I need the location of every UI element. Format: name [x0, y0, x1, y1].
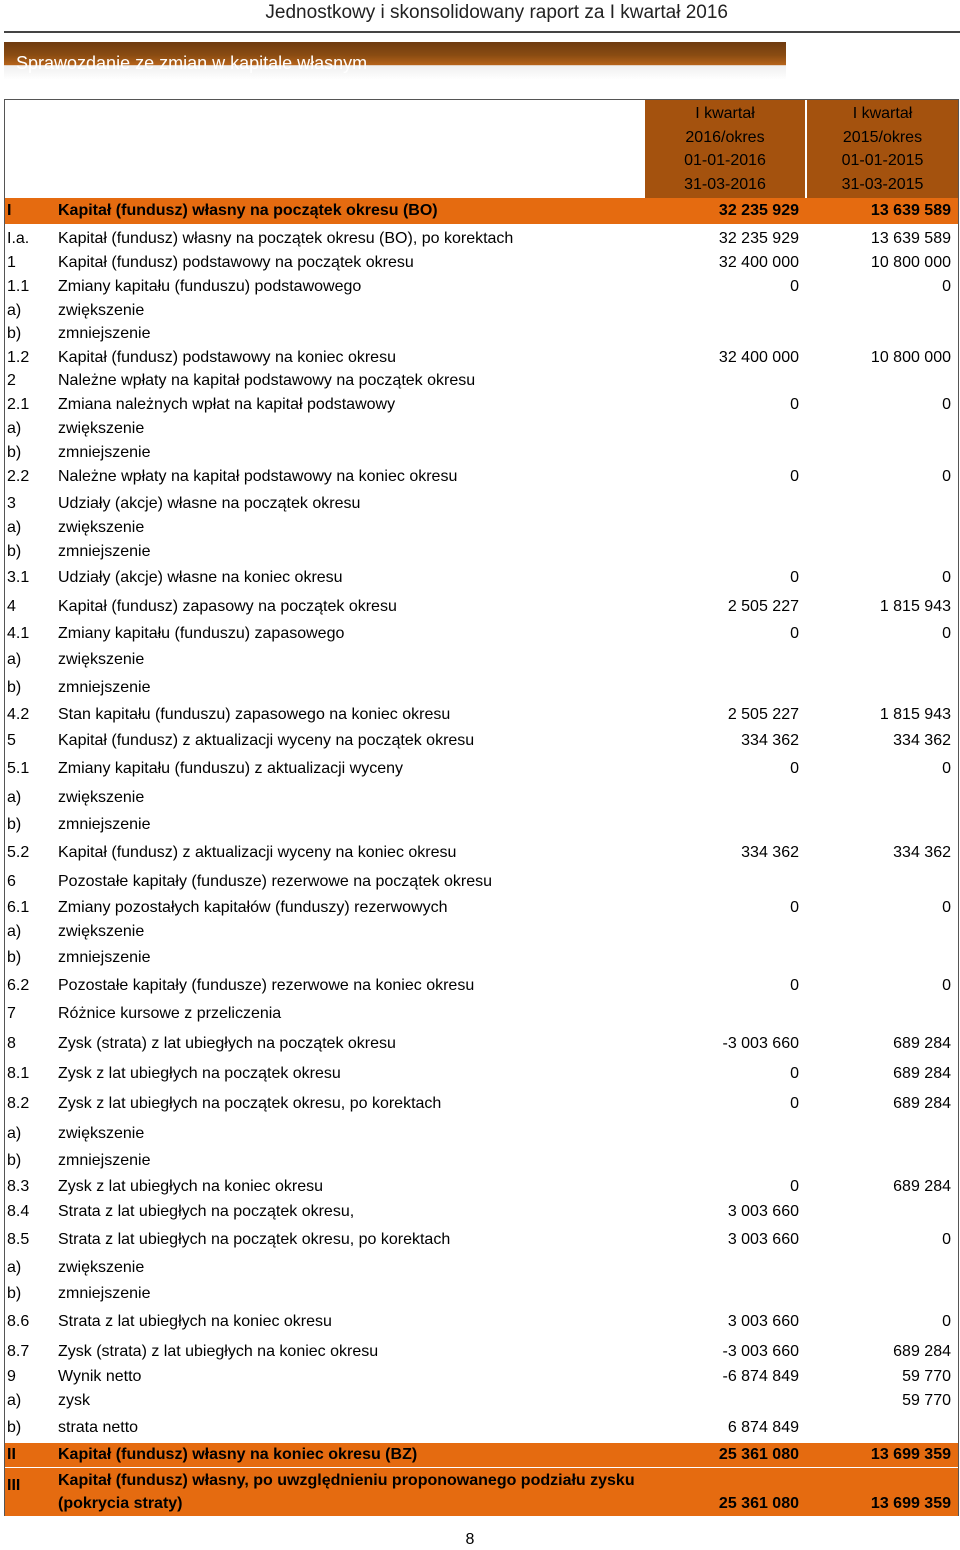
row-label: zwiększenie	[58, 651, 145, 668]
row-number: 6	[7, 873, 16, 890]
value-2016: 3 003 660	[727, 1231, 799, 1248]
row-number: 3.1	[7, 569, 30, 586]
row-number: 5.1	[7, 760, 30, 777]
row-number: b)	[7, 1285, 22, 1302]
value-2015: 0	[942, 278, 951, 295]
table-row	[5, 1365, 958, 1389]
table-row	[5, 621, 958, 647]
table-row	[5, 785, 958, 811]
value-2015: 689 284	[893, 1035, 951, 1052]
table-row	[5, 393, 958, 417]
value-2016: 0	[790, 977, 799, 994]
value-2015: 334 362	[893, 844, 951, 861]
row-label: Kapitał (fundusz) podstawowy na koniec okresu	[58, 349, 396, 366]
row-number: a)	[7, 923, 22, 940]
row-number: a)	[7, 302, 22, 319]
table-row	[5, 920, 958, 944]
value-2016: 32 235 929	[718, 202, 799, 219]
row-label: Należne wpłaty na kapitał podstawowy na koniec okresu	[58, 468, 458, 485]
value-2015: 13 699 359	[870, 1446, 951, 1463]
value-2015: 0	[942, 760, 951, 777]
row-number: 1.2	[7, 349, 30, 366]
row-label: Zmiany pozostałych kapitałów (funduszy) rezerwowych	[58, 899, 448, 916]
row-label: zwiększenie	[58, 923, 145, 940]
column-header-line: 2016/okres	[685, 128, 765, 146]
value-2016: -6 874 849	[722, 1368, 799, 1385]
value-2016: 0	[790, 278, 799, 295]
row-label: Zysk z lat ubiegłych na początek okresu	[58, 1065, 341, 1082]
row-label: Stan kapitału (funduszu) zapasowego na koniec okresu	[58, 706, 451, 723]
row-number: 7	[7, 1005, 16, 1022]
row-label: zwiększenie	[58, 1125, 145, 1142]
table-row	[5, 972, 958, 1000]
value-2015: 0	[942, 1313, 951, 1330]
row-number: a)	[7, 1125, 22, 1142]
value-2015: 0	[942, 1231, 951, 1248]
row-label: zmniejszenie	[58, 543, 151, 560]
row-number: b)	[7, 816, 22, 833]
value-2015: 13 699 359	[870, 1495, 951, 1512]
column-header-line: 01-01-2015	[841, 152, 924, 169]
table-row	[5, 1281, 958, 1307]
row-label: zmniejszenie	[58, 1285, 151, 1302]
table-row	[5, 441, 958, 465]
value-2015: 0	[942, 899, 951, 916]
table-row	[5, 674, 958, 702]
table-row	[5, 1338, 958, 1366]
row-label: Różnice kursowe z przeliczenia	[58, 1005, 282, 1022]
row-label: zwiększenie	[58, 302, 145, 319]
row-label: Strata z lat ubiegłych na początek okresu, po korektach	[58, 1231, 451, 1248]
row-label: Kapitał (fundusz) własny na koniec okresu (BZ)	[58, 1446, 418, 1463]
table-row	[5, 1059, 958, 1089]
row-number: b)	[7, 325, 22, 342]
table-row	[5, 1255, 958, 1281]
equity-changes-table	[4, 99, 959, 1516]
row-number: 8.1	[7, 1065, 30, 1082]
row-label: zmniejszenie	[58, 1152, 151, 1169]
table-row	[5, 1443, 958, 1467]
table-row	[5, 464, 958, 490]
value-2015: 10 800 000	[870, 254, 951, 271]
table-row	[5, 728, 958, 754]
page-number: 8	[465, 1531, 475, 1548]
row-label: Zysk (strata) z lat ubiegłych na początek okresu	[58, 1035, 396, 1052]
row-number: 2	[7, 372, 16, 389]
row-number: a)	[7, 519, 22, 536]
row-number: b)	[7, 444, 22, 461]
row-label: Kapitał (fundusz) z aktualizacji wyceny na początek okresu	[58, 732, 475, 749]
column-header-line: 31-03-2015	[841, 175, 924, 193]
value-2016: -3 003 660	[722, 1343, 799, 1360]
table-row	[5, 492, 958, 516]
row-label: Kapitał (fundusz) własny, po uwzględnieniu proponowanego podziału zysku (pokrycia straty)	[58, 1472, 635, 1512]
report-title: Jednostkowy i skonsolidowany raport za I kwartał 2016	[265, 2, 728, 23]
table-row	[5, 1147, 958, 1175]
table-row	[5, 1225, 958, 1255]
value-2015: 689 284	[893, 1178, 951, 1195]
value-2016: 3 003 660	[727, 1313, 799, 1330]
table-row	[5, 346, 958, 370]
value-2015: 0	[942, 468, 951, 485]
row-number: 1	[7, 254, 16, 271]
row-number: 8.5	[7, 1231, 30, 1248]
table-row	[5, 1307, 958, 1337]
row-number: b)	[7, 1152, 22, 1169]
value-2016: 0	[790, 760, 799, 777]
header-divider	[4, 31, 960, 33]
row-label: Zmiany kapitału (funduszu) zapasowego	[58, 625, 345, 642]
row-number: 4.2	[7, 706, 30, 723]
value-2016: 0	[790, 1178, 799, 1195]
value-2015: 689 284	[893, 1065, 951, 1082]
row-number: III	[7, 1477, 21, 1494]
row-number: 3	[7, 495, 16, 512]
row-label: zwiększenie	[58, 789, 145, 806]
row-label: Udziały (akcje) własne na początek okresu	[58, 495, 361, 512]
row-number: a)	[7, 651, 22, 668]
row-number: b)	[7, 543, 22, 560]
row-label: Kapitał (fundusz) zapasowy na początek okresu	[58, 598, 397, 615]
table-row	[5, 198, 958, 224]
value-2016: 0	[790, 1095, 799, 1112]
row-number: 6.1	[7, 899, 30, 916]
row-number: 8.7	[7, 1343, 30, 1360]
value-2015: 1 815 943	[879, 706, 951, 723]
row-number: b)	[7, 1419, 22, 1436]
column-header-line: I kwartał	[695, 105, 755, 122]
row-label: Strata z lat ubiegłych na początek okresu,	[58, 1203, 355, 1220]
value-2016: 0	[790, 569, 799, 586]
section-title: Sprawozdanie ze zmian w kapitale własnym	[16, 53, 368, 73]
value-2015: 689 284	[893, 1343, 951, 1360]
table-row	[5, 702, 958, 728]
row-label: zwiększenie	[58, 1259, 145, 1276]
row-label: Strata z lat ubiegłych na koniec okresu	[58, 1313, 332, 1330]
table-row	[5, 1413, 958, 1443]
row-number: a)	[7, 1259, 22, 1276]
row-label: zmniejszenie	[58, 325, 151, 342]
row-label: zmniejszenie	[58, 816, 151, 833]
value-2015: 0	[942, 396, 951, 413]
row-label: Zmiany kapitału (funduszu) podstawowego	[58, 278, 362, 295]
row-number: 4.1	[7, 625, 30, 642]
value-2016: 6 874 849	[727, 1419, 799, 1436]
value-2016: 0	[790, 899, 799, 916]
value-2016: 0	[790, 625, 799, 642]
table-row	[5, 540, 958, 564]
row-label: Kapitał (fundusz) własny na początek okresu (BO), po korektach	[58, 230, 514, 247]
column-header-2016	[645, 100, 805, 198]
section-banner	[4, 42, 786, 80]
table-row	[5, 251, 958, 275]
row-number: I	[7, 202, 12, 219]
table-row	[5, 227, 958, 251]
row-number: 8.3	[7, 1178, 30, 1195]
row-label: Pozostałe kapitały (fundusze) rezerwowe na początek okresu	[58, 873, 492, 890]
row-label: zwiększenie	[58, 420, 145, 437]
row-number: b)	[7, 679, 22, 696]
value-2016: 32 235 929	[718, 230, 799, 247]
row-label: Pozostałe kapitały (fundusze) rezerwowe na koniec okresu	[58, 977, 475, 994]
column-header-line: I kwartał	[852, 105, 913, 122]
value-2016: 0	[790, 468, 799, 485]
row-number: 2.1	[7, 396, 30, 413]
table-row	[5, 299, 958, 323]
value-2016: 0	[790, 396, 799, 413]
row-label: Zmiany kapitału (funduszu) z aktualizacji wyceny	[58, 760, 404, 777]
row-label: Zysk z lat ubiegłych na początek okresu, po korektach	[58, 1095, 442, 1112]
row-number: 8.2	[7, 1095, 30, 1112]
table-row	[5, 1199, 958, 1225]
table-row	[5, 516, 958, 540]
table-row	[5, 594, 958, 620]
table-row	[5, 275, 958, 299]
row-label: Kapitał (fundusz) podstawowy na początek okresu	[58, 254, 414, 271]
table-row	[5, 1468, 958, 1516]
value-2016: 3 003 660	[727, 1203, 799, 1220]
row-number: a)	[7, 1392, 22, 1409]
row-number: 8	[7, 1035, 16, 1052]
row-number: 6.2	[7, 977, 30, 994]
value-2016: 2 505 227	[727, 598, 799, 615]
table-row	[5, 1000, 958, 1028]
value-2015: 1 815 943	[879, 598, 951, 615]
row-number: I.a.	[7, 230, 30, 247]
value-2015: 689 284	[893, 1095, 951, 1112]
value-2016: -3 003 660	[722, 1035, 799, 1052]
row-label: zmniejszenie	[58, 949, 151, 966]
row-label: zysk	[58, 1392, 90, 1409]
value-2016: 25 361 080	[718, 1495, 799, 1512]
table-row	[5, 868, 958, 896]
row-label: zmniejszenie	[58, 444, 151, 461]
row-number: 9	[7, 1368, 16, 1385]
row-number: 1.1	[7, 278, 30, 295]
table-row	[5, 1175, 958, 1199]
table-row	[5, 1088, 958, 1120]
row-number: 4	[7, 598, 16, 615]
row-number: 2.2	[7, 468, 30, 485]
table-row	[5, 417, 958, 441]
row-label: Zysk (strata) z lat ubiegłych na koniec okresu	[58, 1343, 379, 1360]
row-label: Udziały (akcje) własne na koniec okresu	[58, 569, 343, 586]
column-header-line: 01-01-2016	[684, 152, 766, 169]
value-2016: 32 400 000	[718, 254, 799, 271]
table-row	[5, 896, 958, 920]
row-label: Kapitał (fundusz) z aktualizacji wyceny na koniec okresu	[58, 844, 457, 861]
row-number: 5.2	[7, 844, 30, 861]
column-header-2015	[807, 100, 958, 198]
row-label: zwiększenie	[58, 519, 145, 536]
row-number: 5	[7, 732, 16, 749]
value-2016: 334 362	[741, 844, 799, 861]
value-2015: 10 800 000	[870, 349, 951, 366]
value-2016: 0	[790, 1065, 799, 1082]
row-number: 8.4	[7, 1203, 30, 1220]
table-row	[5, 369, 958, 393]
value-2015: 0	[942, 569, 951, 586]
row-number: a)	[7, 420, 22, 437]
value-2015: 0	[942, 625, 951, 642]
value-2016: 32 400 000	[718, 349, 799, 366]
row-number: 8.6	[7, 1313, 30, 1330]
table-row	[5, 1120, 958, 1148]
table-row	[5, 322, 958, 346]
column-header-line: 31-03-2016	[684, 175, 766, 193]
row-label: Kapitał (fundusz) własny na początek okresu (BO)	[58, 202, 438, 219]
row-label: Zysk z lat ubiegłych na koniec okresu	[58, 1178, 324, 1195]
value-2015: 13 639 589	[870, 230, 951, 247]
table-row	[5, 1389, 958, 1413]
table-row	[5, 755, 958, 783]
row-number: II	[7, 1446, 16, 1463]
table-row	[5, 647, 958, 673]
value-2015: 13 639 589	[870, 202, 951, 219]
table-row	[5, 944, 958, 972]
column-header-line: 2015/okres	[842, 128, 923, 146]
value-2015: 59 770	[902, 1368, 951, 1385]
row-label: Wynik netto	[58, 1368, 142, 1385]
row-number: b)	[7, 949, 22, 966]
table-row	[5, 1029, 958, 1059]
table-row	[5, 811, 958, 839]
value-2015: 334 362	[893, 732, 951, 749]
row-label: Zmiana należnych wpłat na kapitał podstawowy	[58, 396, 396, 413]
row-label: strata netto	[58, 1419, 139, 1436]
row-number: a)	[7, 789, 22, 806]
value-2016: 25 361 080	[718, 1446, 799, 1463]
row-label: Należne wpłaty na kapitał podstawowy na początek okresu	[58, 372, 476, 389]
value-2015: 59 770	[902, 1392, 951, 1409]
table-row	[5, 564, 958, 592]
document-header	[0, 0, 960, 28]
value-2016: 334 362	[741, 732, 799, 749]
table-row	[5, 838, 958, 868]
row-label: zmniejszenie	[58, 679, 151, 696]
value-2016: 2 505 227	[727, 706, 799, 723]
value-2015: 0	[942, 977, 951, 994]
